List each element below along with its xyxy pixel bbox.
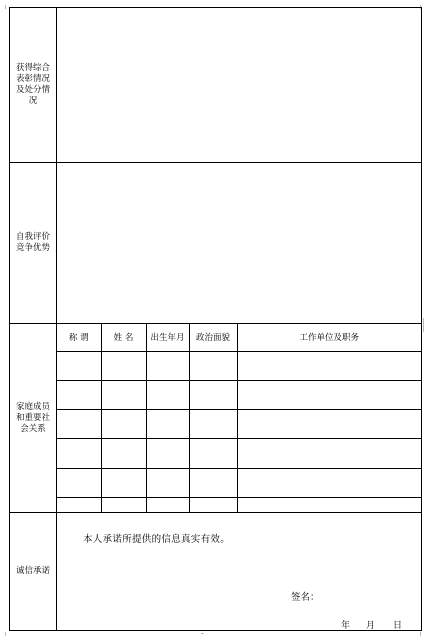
table-cell[interactable] — [57, 351, 101, 380]
application-form — [9, 7, 422, 631]
table-cell[interactable] — [237, 497, 421, 512]
table-cell[interactable] — [146, 410, 189, 439]
header-name: 姓 名 — [101, 324, 146, 351]
awards-label: 获得综合表彰情况及处分情况 — [10, 8, 57, 163]
family-row-6 — [57, 497, 421, 512]
form-table — [9, 7, 422, 631]
awards-row — [10, 8, 422, 163]
integrity-content-area — [57, 513, 422, 631]
header-relation: 称 谓 — [57, 324, 101, 351]
table-cell[interactable] — [237, 380, 421, 409]
date-year-label: 年 — [341, 621, 351, 631]
table-cell[interactable] — [101, 380, 146, 409]
awards-content-area[interactable] — [57, 8, 422, 163]
table-cell[interactable] — [189, 410, 237, 439]
page-side-mark — [423, 318, 424, 332]
family-table-cell — [57, 324, 422, 513]
table-cell[interactable] — [101, 439, 146, 468]
table-cell[interactable] — [237, 468, 421, 497]
signature-label: 签名： — [291, 592, 320, 603]
table-cell[interactable] — [101, 410, 146, 439]
table-cell[interactable] — [237, 410, 421, 439]
family-row-2 — [57, 380, 421, 409]
family-row-4 — [57, 439, 421, 468]
table-cell[interactable] — [189, 497, 237, 512]
family-row-5 — [57, 468, 421, 497]
table-cell[interactable] — [189, 351, 237, 380]
family-label: 家庭成员和重要社会关系 — [10, 324, 57, 513]
family-header-row — [57, 324, 421, 351]
integrity-statement: 本人承诺所提供的信息真实有效。 — [83, 534, 231, 545]
date-month-label: 月 — [366, 621, 376, 631]
table-cell[interactable] — [57, 410, 101, 439]
page-bottom-mark-center — [201, 633, 204, 634]
page-bottom-mark-right — [420, 632, 421, 636]
table-cell[interactable] — [146, 497, 189, 512]
table-cell[interactable] — [189, 380, 237, 409]
date-day-label: 日 — [393, 621, 403, 631]
integrity-label: 诚信承诺 — [10, 513, 57, 631]
family-row-1 — [57, 351, 421, 380]
self-eval-row — [10, 163, 422, 324]
table-cell[interactable] — [101, 468, 146, 497]
table-cell[interactable] — [189, 468, 237, 497]
family-table — [57, 324, 421, 512]
table-cell[interactable] — [57, 497, 101, 512]
table-cell[interactable] — [146, 380, 189, 409]
page-corner-mark-left — [5, 5, 6, 9]
table-cell[interactable] — [57, 439, 101, 468]
page-bottom-mark-left — [5, 632, 6, 636]
table-cell[interactable] — [57, 468, 101, 497]
table-cell[interactable] — [237, 351, 421, 380]
self-eval-label: 自我评价竞争优势 — [10, 163, 57, 324]
table-cell[interactable] — [146, 439, 189, 468]
table-cell[interactable] — [237, 439, 421, 468]
table-cell[interactable] — [57, 380, 101, 409]
table-cell[interactable] — [189, 439, 237, 468]
header-political-status: 政治面貌 — [189, 324, 237, 351]
family-row-3 — [57, 410, 421, 439]
family-row — [10, 324, 422, 513]
table-cell[interactable] — [146, 468, 189, 497]
self-eval-content-area[interactable] — [57, 163, 422, 324]
table-cell[interactable] — [101, 351, 146, 380]
header-work-unit: 工作单位及职务 — [237, 324, 421, 351]
integrity-row — [10, 513, 422, 631]
table-cell[interactable] — [146, 351, 189, 380]
table-cell[interactable] — [101, 497, 146, 512]
header-birth-date: 出生年月 — [146, 324, 189, 351]
